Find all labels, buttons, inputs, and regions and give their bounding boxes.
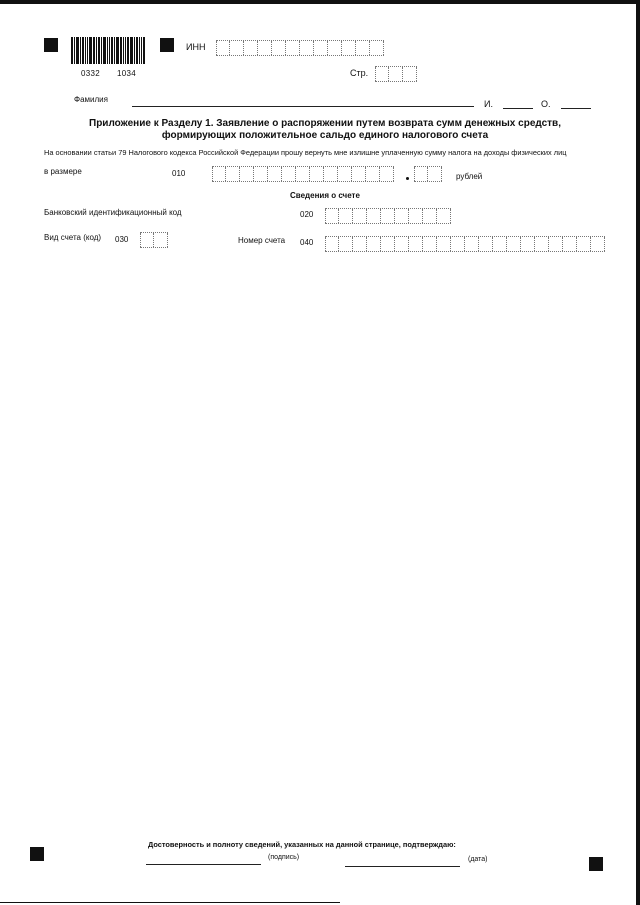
account-type-field[interactable] [140,232,168,248]
amount-label: в размере [44,167,82,176]
amount-rubles-field[interactable] [212,166,394,182]
top-center-marker [160,38,174,52]
bik-label: Банковский идентификационный код [44,208,182,217]
scan-top-edge [0,0,640,4]
account-section-heading: Сведения о счете [290,191,360,200]
account-number-field[interactable] [325,236,605,252]
bik-code: 020 [300,210,314,219]
amount-code: 010 [172,169,186,178]
account-number-label: Номер счета [238,236,286,245]
account-type-code: 030 [115,235,129,244]
bik-field[interactable] [325,208,451,224]
date-input-line[interactable] [345,866,460,867]
initial-patronymic-input-line[interactable] [561,108,591,109]
section-title [40,118,610,142]
scan-bottom-edge [0,902,340,903]
signature-input-line[interactable] [146,864,261,865]
page-label: Стр. [350,68,369,78]
account-type-label: Вид счета (код) [44,233,102,242]
surname-label: Фамилия [74,95,108,104]
decimal-point [406,177,409,180]
initial-name-label: И. [484,99,493,109]
inn-label: ИНН [186,42,206,52]
scan-right-edge [636,0,640,905]
section-title-line2: формирующих положительное сальдо единого налогового счета [161,130,489,141]
confirmation-statement: Достоверность и полноту сведений, указанных на данной странице, подтверждаю: [148,840,456,849]
basis-statement: На основании статьи 79 Налогового кодекса Российской Федерации прошу вернуть мне излишне уплаченную сумму налога на доходы физических лиц [44,148,567,157]
initial-name-input-line[interactable] [503,108,533,109]
bottom-right-marker [589,857,603,871]
barcode-number-right: 1034 [117,69,136,78]
amount-kopecks-field[interactable] [414,166,442,182]
inn-field[interactable] [216,40,384,56]
signature-label: (подпись) [268,854,300,861]
bottom-left-marker [30,847,44,861]
date-label: (дата) [468,856,488,863]
section-title-line1: Приложение к Разделу 1. Заявление о распоряжении путем возврата сумм денежных средств, [89,118,561,129]
barcode [71,37,149,64]
surname-input-line[interactable] [132,106,474,107]
currency-label: рублей [456,172,483,181]
barcode-number-left: 0332 [81,69,100,78]
initial-patronymic-label: О. [541,99,551,109]
top-left-marker [44,38,58,52]
page-number-field[interactable] [375,66,417,82]
account-number-code: 040 [300,238,314,247]
